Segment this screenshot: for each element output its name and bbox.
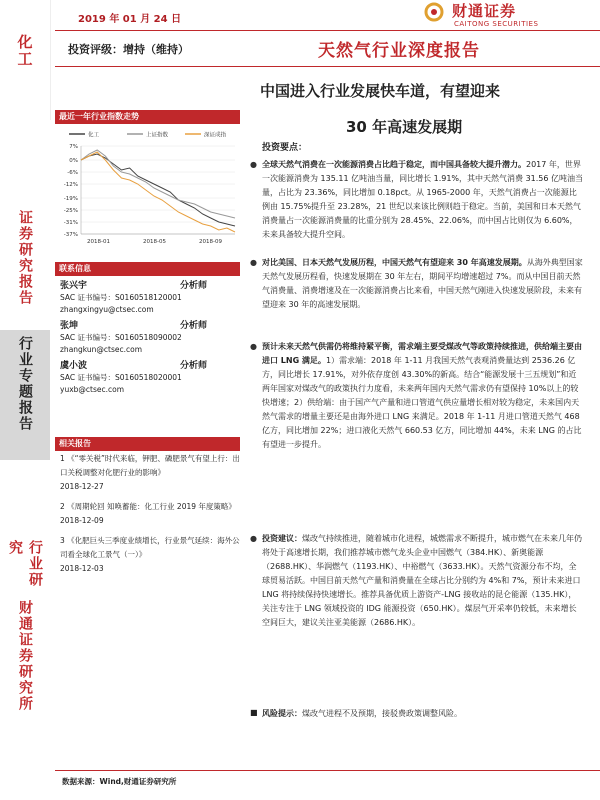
bullet-icon: ●: [250, 258, 257, 267]
risk-warning: [250, 708, 584, 719]
report-date: 2019 年 01 月 24 日: [78, 14, 182, 25]
related-report-date: 2018-12-09: [60, 516, 104, 525]
header-divider: [55, 30, 600, 31]
bullet-icon: ●: [250, 342, 257, 351]
bullet-icon: ●: [250, 160, 257, 169]
index-trend-chart: [55, 124, 240, 254]
strip-topic-report-label: 行业专题报告: [17, 336, 33, 432]
related-reports-list: [60, 452, 240, 582]
related-report-title[interactable]: 1 《“零关税”时代来临，钾肥、磷肥景气有望上行：出口关税调整对化肥行业的影响》: [60, 454, 240, 477]
strip-segment-industry: [0, 0, 51, 120]
analyst-name: 张坤: [60, 321, 79, 331]
bullet-icon: ●: [250, 534, 257, 543]
analyst-role: 分析师: [180, 281, 208, 291]
strip-industry-research-label: 行业研究: [7, 540, 43, 588]
analyst-cert: SAC 证书编号：S0160518090002: [60, 333, 182, 342]
company-logo-icon: [420, 2, 448, 22]
contact-entry: [60, 320, 240, 356]
key-point-body: 1）需求端：2018 年 1-11 月我国天然气表观消费量达到 2536.26 亿方，同比增长 17.91%，对外依存度创 43.30%的新高。结合“能源发展十三五规划”和近两年国家对煤改气的政策执行力度看，未来两年国内天然气需求仍有望保持 10%以上的较快增速；2）供给端：由于国产气产量和进口管道气供应量增长相对较为稳定，未来国内天然气需求的增量主要还是由海外进口 LNG 来满足。2018 年 1-11 月进口管道天然气 468 亿方，同比增加 22%；进口液化天然气 660.53 亿方，同比增加 44%，未来 LNG 的占比有望进一步提升。: [262, 356, 582, 449]
y-tick-label: -12%: [63, 182, 78, 188]
key-point-body: 煤改气持续推进，随着城市化进程，城燃需求不断提升，城市燃气在未来几年仍将处于高速增长期，我们推荐城市燃气龙头企业中国燃气（384.HK）、新奥能源（2688.HK）、华润燃气（1193.HK）、中裕燃气（3633.HK）。天然气资源分布不均，全球贸易活跃。中国目前天然气产量和消费量在全球占比分别约为 4%和 7%，预计未来进口 LNG 将持续保持快速增长。推荐具备优质上游资产-LNG 接收站的昆仑能源（135.HK），关注专注于 LNG 领域投资的 IDG 能源投资（650.HK）。煤层气开采率仍较低，未来增长空间巨大，建议关注亚美能源（2686.HK）。: [262, 534, 582, 627]
contact-entry: [60, 280, 240, 316]
legend-label: 深证成指: [204, 132, 227, 139]
analyst-name: 虞小波: [60, 361, 88, 371]
key-point-lead: 投资建议：: [262, 534, 302, 543]
report-title-line1: 中国进入行业发展快车道，有望迎来: [260, 82, 501, 100]
analyst-cert: SAC 证书编号：S0160518120001: [60, 293, 182, 302]
y-tick-label: -6%: [67, 170, 78, 176]
y-tick-label: 7%: [69, 144, 78, 150]
legend-label: 化工: [88, 132, 100, 139]
key-point: [250, 158, 584, 242]
key-point-lead: 对比美国、日本天然气发展历程，中国天然气有望迎来 30 年高速发展期。: [262, 258, 527, 267]
strip-segment-securities-report: [0, 200, 50, 330]
analyst-email[interactable]: yuxb@ctsec.com: [60, 385, 125, 394]
key-point-lead: 全球天然气消费在一次能源消费占比趋于稳定，而中国具备较大提升潜力。: [262, 160, 526, 169]
strip-segment-institute: [0, 600, 50, 740]
y-tick-label: -37%: [63, 232, 78, 238]
analyst-role: 分析师: [180, 361, 208, 371]
report-type-title: 天然气行业深度报告: [318, 41, 480, 61]
company-name-en: CAITONG SECURITIES: [454, 20, 539, 28]
strip-institute-label: 财通证券研究所: [17, 600, 33, 712]
strip-segment-industry-research: [0, 530, 50, 600]
related-report-date: 2018-12-03: [60, 564, 104, 573]
risk-label: 风险提示：: [262, 709, 302, 718]
analyst-email[interactable]: zhangkun@ctsec.com: [60, 345, 143, 354]
risk-bullet-icon: ■: [250, 708, 258, 717]
investment-rating: 投资评级：增持（维持）: [68, 43, 189, 56]
strip-segment-topic-report: [0, 330, 50, 460]
key-point: [250, 256, 584, 312]
related-report-title[interactable]: 3 《化肥巨头三季度业绩增长，行业景气延续：海外公司看全球化工景气（一）》: [60, 536, 240, 559]
key-points-title: 投资要点：: [262, 143, 308, 153]
x-tick-label: 2018-05: [143, 239, 166, 245]
data-source: 数据来源：Wind,财通证券研究所: [62, 777, 177, 786]
analyst-cert: SAC 证书编号：S0160518020001: [60, 373, 182, 382]
key-point-body: 从海外典型国家天然气发展历程看，快速发展期在 30 年左右，期间平均增速超过 7%。而从中国目前天然气消费量、消费增速及在一次能源消费占比来看，中国天然气刚进入快速发展阶段，未来有望迎来 30 年的高速发展期。: [262, 258, 583, 309]
strip-securities-report-label: 证券研究报告: [17, 210, 33, 306]
y-tick-label: -31%: [63, 220, 78, 226]
key-point: [250, 532, 584, 630]
x-tick-label: 2018-09: [199, 239, 222, 245]
legend-label: 上证指数: [146, 132, 169, 139]
left-vertical-strip: [0, 0, 50, 800]
related-report-date: 2018-12-27: [60, 482, 104, 491]
related-report-title[interactable]: 2 《周期轮回 知唤蓄能：化工行业 2019 年度策略》: [60, 502, 236, 511]
company-name: 财通证券: [452, 2, 517, 20]
x-tick-label: 2018-01: [87, 239, 110, 245]
y-tick-label: 0%: [69, 158, 78, 164]
analyst-name: 张兴宇: [60, 281, 88, 291]
analyst-email[interactable]: zhangxingyu@ctsec.com: [60, 305, 154, 314]
y-tick-label: -19%: [63, 196, 78, 202]
strip-industry-label: 化工: [15, 34, 34, 68]
footer-divider: [55, 770, 600, 771]
title-divider: [55, 66, 600, 67]
chart-section-header: 最近一年行业指数走势: [55, 110, 240, 124]
key-point-body: 2017 年，世界一次能源消费为 135.11 亿吨油当量，同比增长 1.91%，其中天然气消费 31.56 亿吨油当量，占比为 23.36%，同比增加 0.18pct。从 1965-2000 年，天然气消费占一次能源比例由 15.75%提升至 23.28%，21 世纪以来该比例则趋于稳定。当前，美国和日本天然气消费量占一次能源消费量的比重分别为 28.45%、22.06%，而中国占比则仅为 6.60%，未来具备较大提升空间。: [262, 160, 584, 239]
y-tick-label: -25%: [63, 208, 78, 214]
report-title-line2: 30 年高速发展期: [346, 118, 463, 136]
key-point-lead: 预计未来天然气供需仍将维持紧平衡，需求端主要受煤改气等政策持续推进，供给端主要由进口 LNG 满足。: [262, 342, 582, 365]
risk-text: 煤改气进程不及预期，接驳费政策调整风险。: [302, 709, 462, 718]
contact-entry: [60, 360, 240, 396]
key-point: [250, 340, 584, 452]
related-section-header: 相关报告: [55, 437, 240, 451]
analyst-role: 分析师: [180, 321, 208, 331]
contacts-section-header: 联系信息: [55, 262, 240, 276]
series-line: [81, 152, 235, 232]
